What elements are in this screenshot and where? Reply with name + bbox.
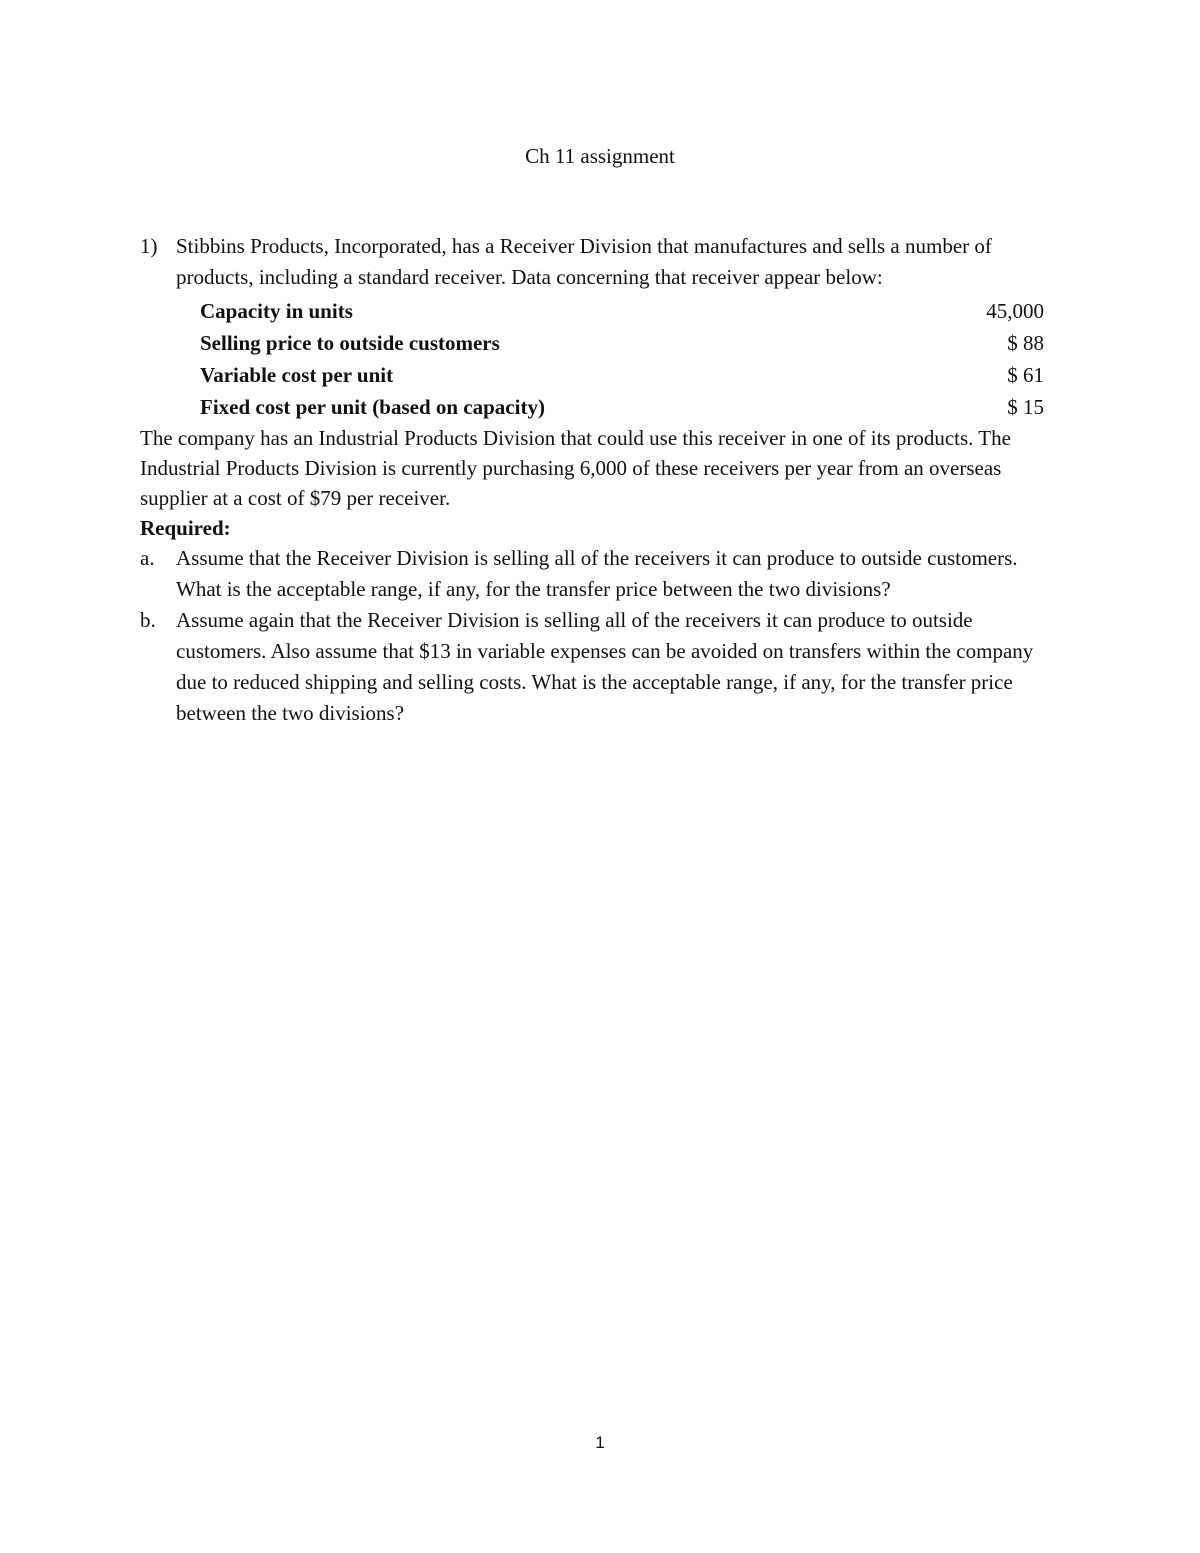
question-1-row <box>140 231 1060 423</box>
question-1 <box>140 231 1060 729</box>
receiver-data-table <box>200 295 1044 423</box>
part-letter: a. <box>140 546 155 570</box>
data-value: $ 61 <box>1007 363 1044 387</box>
data-label: Selling price to outside customers <box>200 331 500 355</box>
data-label: Capacity in units <box>200 299 353 323</box>
page-title: Ch 11 assignment <box>525 144 675 168</box>
data-value: $ 15 <box>1007 395 1044 419</box>
data-label: Variable cost per unit <box>200 363 394 387</box>
data-row-selling-price <box>200 327 1044 359</box>
required-heading: Required: <box>140 516 231 540</box>
part-a <box>140 543 1060 605</box>
part-text: Assume again that the Receiver Division is selling all of the receivers it can produce to outside customers. Also assume that $13 in variable expenses can be avoided on transfers within the company due to reduced shipping and selling costs. What is the acceptable range, if any, for the transfer price between the two divisions? <box>176 608 1034 725</box>
data-row-variable-cost <box>200 359 1044 391</box>
data-value: $ 88 <box>1007 331 1044 355</box>
part-letter: b. <box>140 608 156 632</box>
data-row-capacity <box>200 295 1044 327</box>
question-intro: Stibbins Products, Incorporated, has a Receiver Division that manufactures and sells a number of products, including a standard receiver. Data concerning that receiver appear below: <box>176 234 992 289</box>
part-text: Assume that the Receiver Division is selling all of the receivers it can produce to outside customers. What is the acceptable range, if any, for the transfer price between the two divisions? <box>176 546 1018 601</box>
question-context: The company has an Industrial Products Division that could use this receiver in one of its products. The Industrial Products Division is currently purchasing 6,000 of these receivers per year from an overseas supplier at a cost of $79 per receiver. <box>140 426 1011 510</box>
page-number: 1 <box>595 1433 605 1452</box>
data-value: 45,000 <box>986 299 1044 323</box>
part-b <box>140 605 1060 729</box>
data-label: Fixed cost per unit (based on capacity) <box>200 395 545 419</box>
question-body <box>176 231 1060 423</box>
data-row-fixed-cost <box>200 391 1044 423</box>
question-number: 1) <box>140 234 158 258</box>
